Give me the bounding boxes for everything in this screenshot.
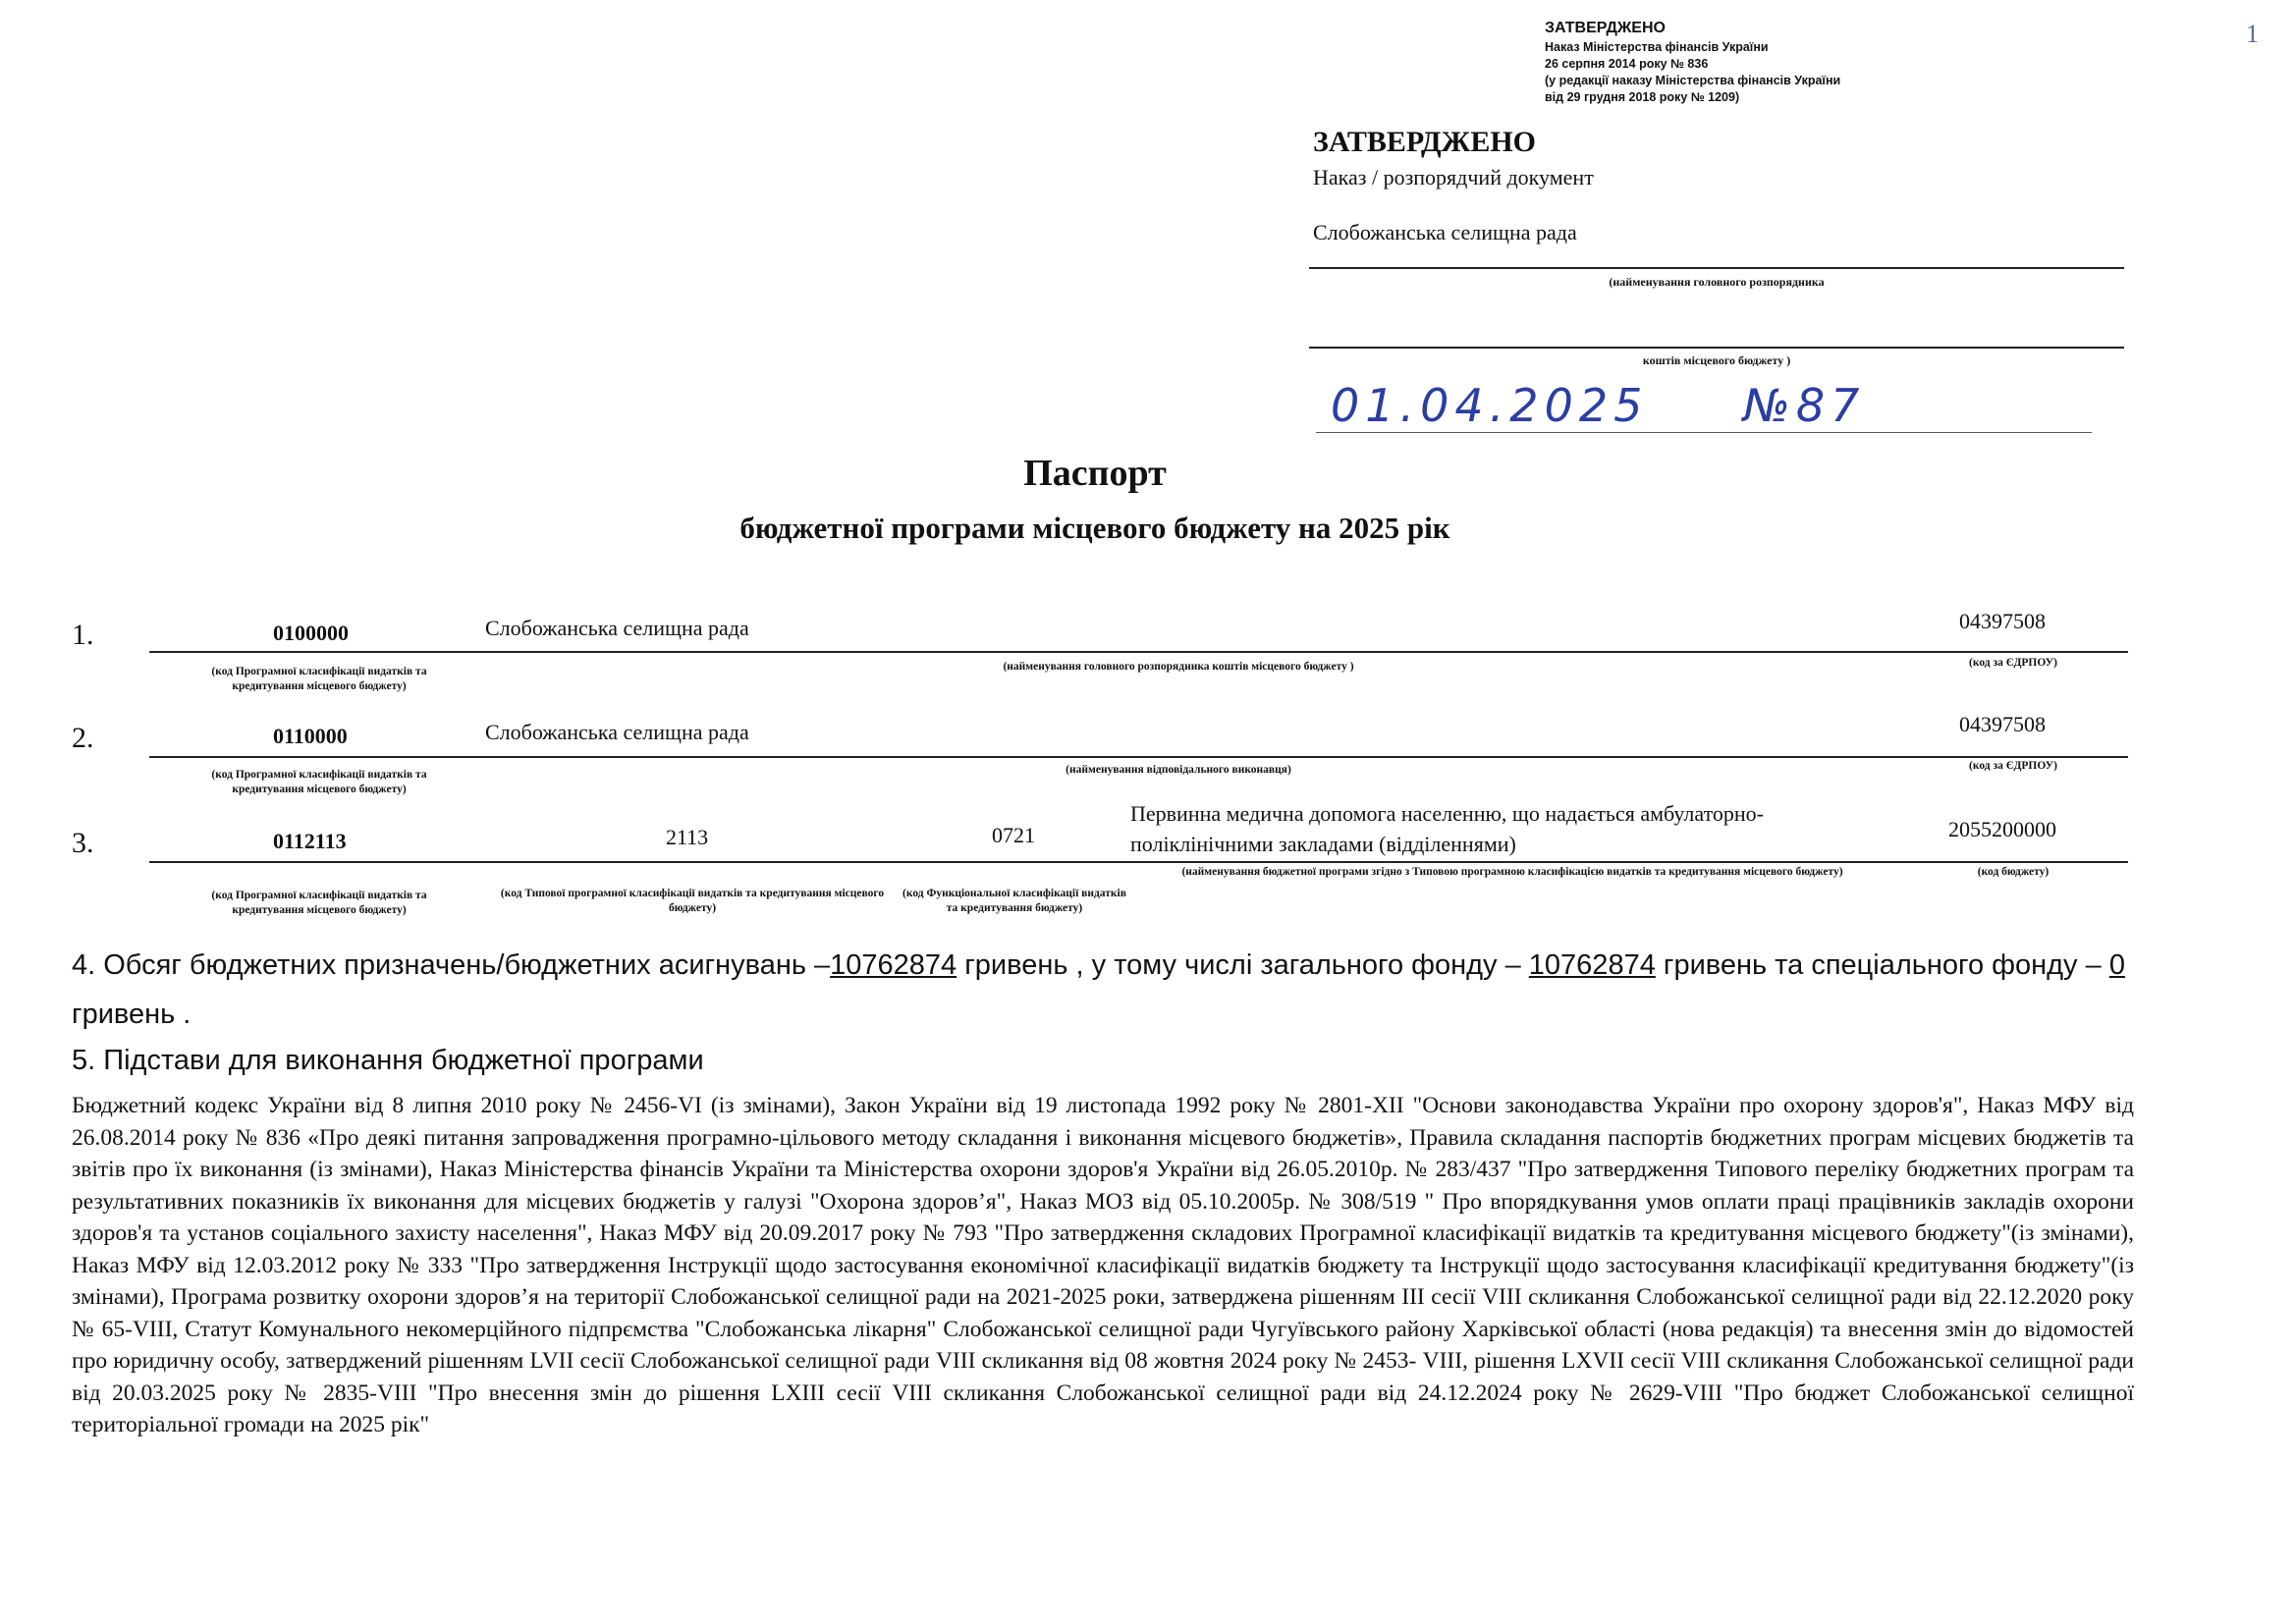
section-4-budget-volume <box>72 941 2134 1039</box>
typical-program-code: 2113 <box>666 825 709 849</box>
row-number: 1. <box>72 619 94 651</box>
approved-title: ЗАТВЕРДЖЕНО <box>1313 126 1536 158</box>
row-number: 3. <box>72 827 94 859</box>
approval-stamp <box>1545 18 1898 106</box>
row-line <box>149 861 2128 863</box>
executor-name: Слобожанська селищна рада <box>485 720 749 744</box>
page-title: Паспорт <box>1023 453 1167 494</box>
approved-doc-type: Наказ / розпорядчий документ <box>1313 165 1594 189</box>
caption-edrpou: (код за ЄДРПОУ) <box>1969 657 2057 669</box>
edrpou-code: 04397508 <box>1959 609 2046 633</box>
section4-text-1: 4. Обсяг бюджетних призначень/бюджетних асигнувань – <box>72 949 831 981</box>
general-fund-amount: 10762874 <box>1528 949 1656 981</box>
section4-text-3: гривень та спеціального фонду – <box>1655 949 2109 981</box>
approval-line-2: 26 серпня 2014 року № 836 <box>1545 57 1709 71</box>
approved-caption-2: коштів місцевого бюджету ) <box>1642 353 1791 367</box>
caption-manager-name: (найменування головного розпорядника коштів місцевого бюджету ) <box>1003 661 1354 673</box>
page-number-mark: 1 <box>2246 20 2259 48</box>
special-fund-amount: 0 <box>2108 949 2125 981</box>
functional-code: 0721 <box>992 823 1035 847</box>
caption-program-code: (код Програмної класифікації видатків та кредитування місцевого бюджету) <box>211 769 427 795</box>
section-5-title: 5. Підстави для виконання бюджетної програми <box>72 1045 704 1076</box>
row-line <box>149 651 2128 653</box>
program-name-line-1: Первинна медична допомога населенню, що надається амбулаторно- <box>1130 801 1764 826</box>
section4-text-2: гривень , у тому числі загального фонду – <box>957 949 1529 981</box>
approved-caption-1: (найменування головного розпорядника <box>1609 275 1825 289</box>
approval-title: ЗАТВЕРДЖЕНО <box>1545 20 1666 36</box>
handwritten-number: №87 <box>1743 379 1866 432</box>
budget-code: 2055200000 <box>1948 817 2056 841</box>
total-amount: 10762874 <box>830 949 957 981</box>
date-underline <box>1316 432 2092 433</box>
row-line <box>149 756 2128 758</box>
program-code: 0112113 <box>273 829 347 853</box>
approved-org: Слобожанська селищна рада <box>1313 220 1577 244</box>
underline <box>1309 267 2124 269</box>
section4-text-4: гривень . <box>72 999 191 1030</box>
caption-typical-code: (код Типової програмної класифікації видатків та кредитування місцевого бюджету) <box>500 888 885 914</box>
section-5-body: Бюджетний кодекс України від 8 липня 2010 року № 2456-VI (із змінами), Закон України від 19 листопада 1992 року № 2801-XII "Основи законодавства України про охорону здоров'я", Наказ МФУ від 26.08.2014 року № 836 «Про деякі питання запровадження програмно-цільового методу складання і виконання місцевого бюджетів», Правила складання паспортів бюджетних програм місцевих бюджетів та звітів про їх виконання (із змінами), Наказ Міністерства фінансів України та Міністерства охорони здоров'я України від 26.05.2010р. № 283/437 "Про затвердження Типового переліку бюджетних програм та результативних показників їх виконання для місцевих бюджетів у галузі "Охорона здоров’я", Наказ МОЗ від 05.10.2005р. № 308/519 " Про впорядкування умов оплати праці працівників закладів охорони здоров'я та установ соціального захисту населення", Наказ МФУ від 20.09.2017 року № 793 "Про затвердження складових Програмної класифікації видатків та кредитування місцевого бюджету"(із змінами), Наказ МФУ від 12.03.2012 року № 333 "Про затвердження Інструкції щодо застосування економічної класифікації видатків бюджету та Інструкції щодо застосування класифікації кредитування бюджету"(із змінами), Програма розвитку охорони здоров’я на території Слобожанської селищної ради на 2021-2025 роки, затверджена рішенням ІІІ сесії VIII скликання Слобожанської селищної ради від 22.12.2020 року № 65-VIII, Статут Комунального некомерційного підпрємства "Слобожанська лікарня" Слобожанської селищної ради Чугуївського району Харківської області (нова редакція) та внесення змін до відомостей про юридичну особу, затверджений рішенням LVII сесії Слобожанської селищної ради VIII скликання від 08 жовтня 2024 року № 2453- VIII, рішення LXVII сесії VIII скликання Слобожанської селищної ради від 20.03.2025 року № 2835-VIII "Про внесення змін до рішення LXIII сесії VIII скликання Слобожанської селищної ради від 24.12.2024 року № 2629-VIII "Про бюджет Слобожанської селищної територіальної громади на 2025 рік" <box>72 1093 2134 1437</box>
caption-budget-code: (код бюджету) <box>1977 866 2050 878</box>
manager-name: Слобожанська селищна рада <box>485 616 749 640</box>
program-code: 0100000 <box>273 621 349 645</box>
edrpou-code: 04397508 <box>1959 712 2046 736</box>
program-name-line-2: поліклінічними закладами (відділеннями) <box>1130 832 1516 856</box>
underline <box>1309 347 2124 349</box>
caption-functional-code: (код Функціональної класифікації видатків та кредитування бюджету) <box>902 888 1126 914</box>
approval-line-3: (у редакції наказу Міністерства фінансів України <box>1545 74 1841 87</box>
caption-program-code: (код Програмної класифікації видатків та кредитування місцевого бюджету) <box>211 890 427 916</box>
handwritten-date: 01.04.2025 <box>1331 379 1649 432</box>
program-code: 0110000 <box>273 724 348 748</box>
approval-line-1: Наказ Міністерства фінансів України <box>1545 40 1769 54</box>
caption-edrpou: (код за ЄДРПОУ) <box>1969 760 2057 772</box>
caption-program-name: (найменування бюджетної програми згідно з Типовою програмною класифікацією видатків та кредитування місцевого бюджету) <box>1181 866 1843 878</box>
caption-executor-name: (найменування відповідального виконавця) <box>1066 764 1291 776</box>
caption-program-code: (код Програмної класифікації видатків та кредитування місцевого бюджету) <box>211 666 427 692</box>
approval-line-4: від 29 грудня 2018 року № 1209) <box>1545 90 1740 104</box>
page-subtitle: бюджетної програми місцевого бюджету на 2025 рік <box>739 511 1450 545</box>
row-number: 2. <box>72 722 94 754</box>
